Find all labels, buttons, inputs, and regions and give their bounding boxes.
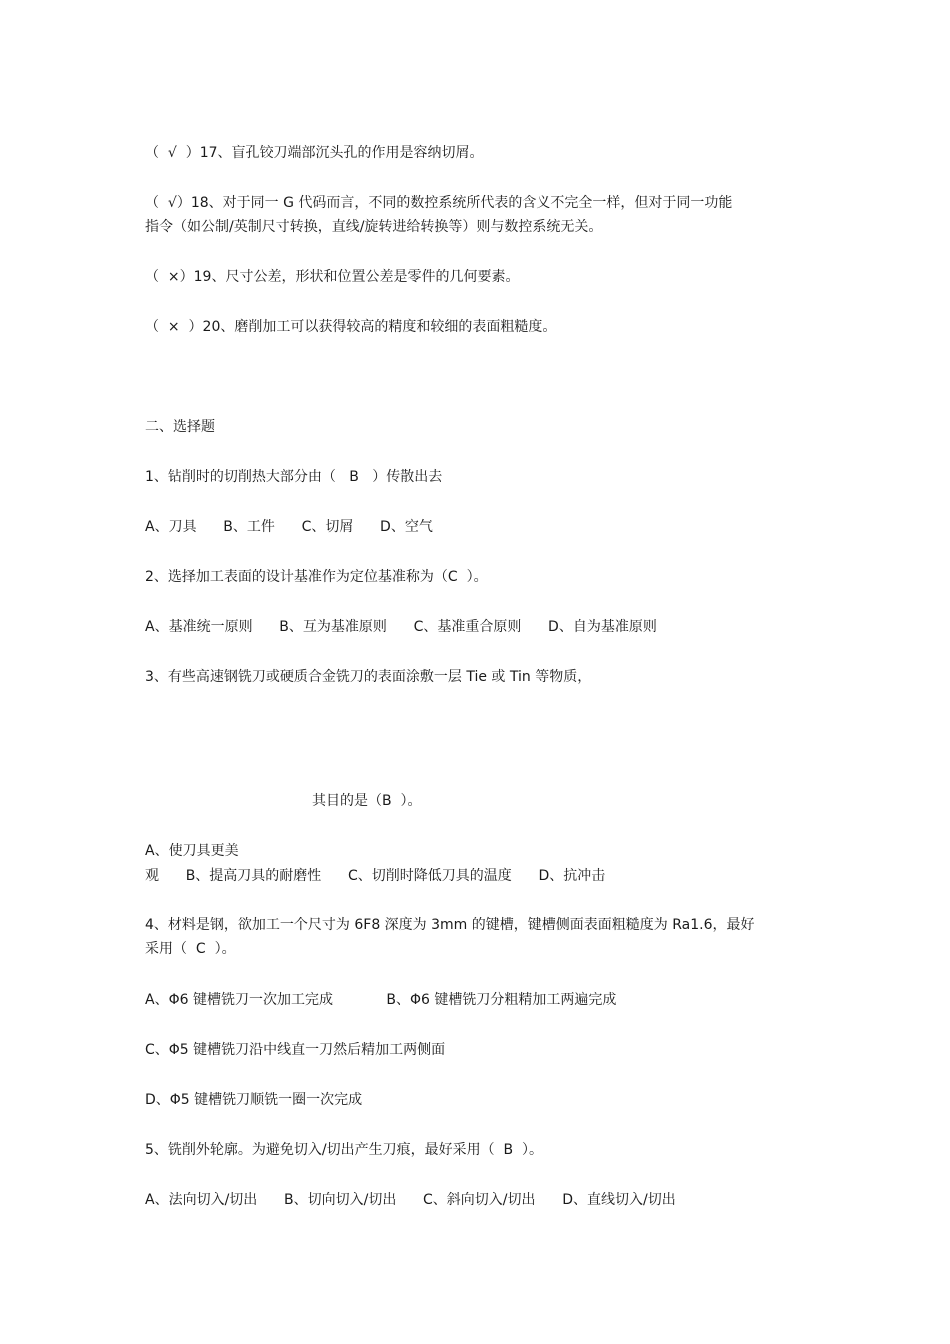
question-4-option-c: C、Φ5 键槽铣刀沿中线直一刀然后精加工两侧面 [145, 1042, 446, 1058]
question-4-options-ab: A、Φ6 键槽铣刀一次加工完成 B、Φ6 键槽铣刀分粗精加工两遍完成 [145, 992, 617, 1008]
question-17: （ √ ）17、盲孔铰刀端部沉头孔的作用是容纳切屑。 [145, 145, 484, 161]
question-19: （ ×）19、尺寸公差，形状和位置公差是零件的几何要素。 [145, 269, 520, 285]
question-4-line2: 采用（ C ）。 [145, 941, 236, 957]
question-3-options-line2: 观 B、提高刀具的耐磨性 C、切削时降低刀具的温度 D、抗冲击 [145, 868, 606, 884]
question-3-option-a-line1: A、使刀具更美 [145, 843, 239, 859]
section-title-choice: 二、选择题 [145, 419, 215, 435]
question-4-option-d: D、Φ5 键槽铣刀顺铣一圈一次完成 [145, 1092, 363, 1108]
question-5: 5、铣削外轮廓。为避免切入/切出产生刀痕，最好采用（ B ）。 [145, 1142, 544, 1158]
question-2-options: A、基准统一原则 B、互为基准原则 C、基准重合原则 D、自为基准原则 [145, 619, 657, 635]
question-18-line2: 指令（如公制/英制尺寸转换，直线/旋转进给转换等）则与数控系统无关。 [145, 219, 603, 235]
question-2: 2、选择加工表面的设计基准作为定位基准称为（C ）。 [145, 569, 488, 585]
question-1: 1、钻削时的切削热大部分由（ B ）传散出去 [145, 469, 443, 485]
question-4-line1: 4、材料是钢，欲加工一个尺寸为 6F8 深度为 3mm 的键槽，键槽侧面表面粗糙度为 Ra1.6，最好 [145, 917, 755, 933]
question-3-continued: 其目的是（B ）。 [312, 793, 422, 809]
question-20: （ × ）20、磨削加工可以获得较高的精度和较细的表面粗糙度。 [145, 319, 557, 335]
question-5-options: A、法向切入/切出 B、切向切入/切出 C、斜向切入/切出 D、直线切入/切出 [145, 1192, 676, 1208]
question-1-options: A、刀具 B、工件 C、切屑 D、空气 [145, 519, 433, 535]
question-18-line1: （ √）18、对于同一 G 代码而言，不同的数控系统所代表的含义不完全一样，但对于同一功能 [145, 195, 733, 211]
question-3: 3、有些高速钢铣刀或硬质合金铣刀的表面涂敷一层 Tie 或 Tin 等物质， [145, 669, 592, 685]
